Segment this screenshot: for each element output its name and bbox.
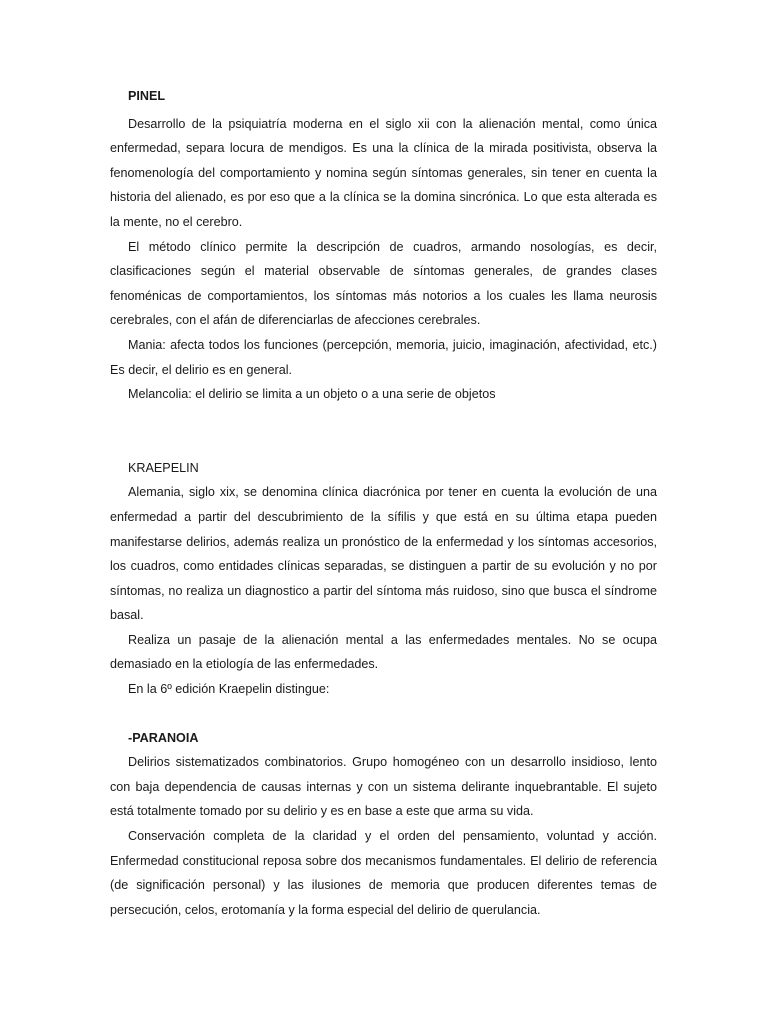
paragraph: Melancolia: el delirio se limita a un objeto o a una serie de objetos [128,387,496,402]
paragraph: Mania: afecta todos los funciones (percepción, memoria, juicio, imaginación, afectividad, etc.) Es decir, el delirio es en general. [110,337,657,377]
paragraph: Conservación completa de la claridad y el orden del pensamiento, voluntad y acción. Enfermedad constitucional reposa sobre dos mecanismos fundamentales. El delirio de referencia (de significación personal) y las ilusiones de memoria que producen diferentes temas de persecución, celos, erotomanía y la forma especial del delirio de querulancia. [110,829,657,917]
paragraph: Realiza un pasaje de la alienación mental a las enfermedades mentales. No se ocupa demasiado en la etiología de las enfermedades. [110,632,657,672]
document-page [110,84,657,922]
spacer [110,407,657,456]
section-heading-kraepelin: KRAEPELIN [128,460,199,475]
paragraph: El método clínico permite la descripción de cuadros, armando nosologías, es decir, clasificaciones según el material observable de síntomas generales, de grandes clases fenoménicas de comportamientos, los síntomas más notorios a los cuales les llama neurosis cerebrales, con el afán de diferenciarlas de afecciones cerebrales. [110,239,657,328]
spacer [110,702,657,726]
section-heading-paranoia: -PARANOIA [128,730,199,745]
paragraph: Delirios sistematizados combinatorios. Grupo homogéneo con un desarrollo insidioso, lento con baja dependencia de causas internas y con un sistema delirante inquebrantable. El sujeto está totalmente tomado por su delirio y es en base a este que arma su vida. [110,755,657,819]
paragraph: Desarrollo de la psiquiatría moderna en el siglo xii con la alienación mental, como única enfermedad, separa locura de mendigos. Es una la clínica de la mirada positivista, observa la fenomenología del comportamiento y nomina según síntomas generales, sin tener en cuenta la historia del alienado, es por eso que a la clínica se la domina sincrónica. Lo que esta alterada es la mente, no el cerebro. [110,116,657,229]
paragraph: Alemania, siglo xix, se denomina clínica diacrónica por tener en cuenta la evolución de una enfermedad a partir del descubrimiento de la sífilis y que está en su última etapa pueden manifestarse delirios, además realiza un pronóstico de la enfermedad y los síntomas accesorios, los cuadros, como entidades clínicas separadas, se distinguen a partir de su evolución y no por síntomas, no realiza un diagnostico a partir del síntoma más ruidoso, sino que busca el síndrome basal. [110,485,657,623]
section-heading-pinel: PINEL [128,89,166,103]
paragraph: En la 6º edición Kraepelin distingue: [128,682,330,697]
